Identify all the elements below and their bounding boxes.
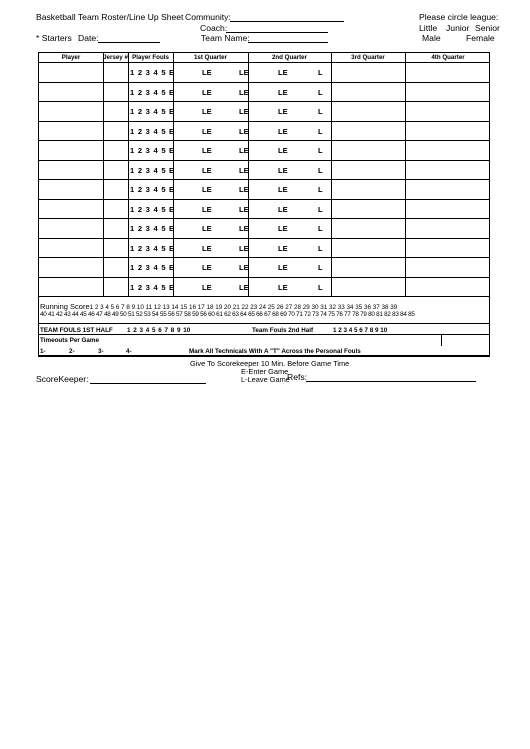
q1-le-marker-2: LE [239, 185, 249, 194]
player-fouls[interactable]: 1 2 3 4 5 [130, 282, 166, 292]
enter-game-legend: E-Enter Game [241, 367, 289, 376]
q1-le-marker: LE [202, 224, 212, 233]
q2-l-marker: L [318, 87, 323, 97]
q2-le-marker: LE [278, 224, 288, 233]
column-header-player: Player [61, 54, 81, 61]
player-fouls[interactable]: 1 2 3 4 5 [130, 263, 166, 272]
player-fouls[interactable]: 1 2 3 4 5 [130, 107, 166, 116]
enter-marker: E [169, 126, 175, 136]
league-label: Please circle league: [419, 12, 499, 22]
q1-le-marker-2: LE [239, 243, 249, 253]
q1-le-marker: LE [202, 165, 212, 175]
timeout-slot-4[interactable]: 4- [126, 348, 132, 355]
gender-option-female[interactable]: Female [466, 33, 495, 43]
player-name-cell[interactable] [40, 83, 102, 101]
give-to-scorekeeper-note: Give To Scorekeeper 10 Min. Before Game Time [190, 359, 350, 368]
coach-label: Coach: [200, 23, 228, 33]
q1-le-marker-2: LE [239, 165, 249, 175]
page-title: Basketball Team Roster/Line Up Sheet [36, 12, 184, 22]
enter-marker: E [169, 282, 175, 292]
enter-marker: E [169, 87, 175, 97]
date-field[interactable] [98, 34, 160, 43]
q2-l-marker: L [318, 165, 323, 175]
player-fouls[interactable]: 1 2 3 4 5 [130, 146, 166, 155]
jersey-number-cell[interactable] [104, 239, 127, 257]
jersey-number-cell[interactable] [104, 102, 127, 120]
q1-le-marker-2: LE [239, 126, 249, 136]
refs-label: Refs: [287, 372, 308, 382]
timeouts-divider [441, 334, 442, 346]
running-score-label: Running Score [40, 302, 90, 311]
player-name-cell[interactable] [40, 141, 102, 159]
q2-le-marker: LE [278, 87, 288, 97]
q1-le-marker: LE [202, 146, 212, 155]
running-score-line2[interactable]: 40 41 42 43 44 45 46 47 48 49 50 51 52 53 54 55 56 57 58 59 56 60 61 62 63 64 65 66 67 68 69 70 71 72 73 74 75 76 77 78 79 80 81 82 83 84 85 [40, 311, 415, 318]
q2-l-marker: L [318, 263, 323, 272]
section-divider [39, 334, 489, 335]
team-fouls-2nd-half-numbers[interactable]: 1 2 3 4 5 6 7 8 9 10 [333, 327, 388, 334]
team-fouls-1st-half-label: TEAM FOULS 1ST HALF [40, 327, 113, 334]
column-divider [128, 53, 129, 296]
q2-l-marker: L [318, 185, 323, 194]
q1-le-marker-2: LE [239, 87, 249, 97]
q2-le-marker: LE [278, 107, 288, 116]
q2-l-marker: L [318, 146, 323, 155]
q1-le-marker-2: LE [239, 282, 249, 292]
enter-marker: E [169, 243, 175, 253]
enter-marker: E [169, 146, 175, 155]
enter-marker: E [169, 263, 175, 272]
q2-le-marker: LE [278, 263, 288, 272]
jersey-number-cell[interactable] [104, 122, 127, 140]
player-name-cell[interactable] [40, 278, 102, 296]
jersey-number-cell[interactable] [104, 200, 127, 218]
row-divider [39, 296, 489, 297]
column-header-player-fouls: Player Fouls [132, 54, 169, 61]
gender-option-male[interactable]: Male [422, 33, 441, 43]
q2-le-marker: LE [278, 68, 288, 77]
league-option-junior[interactable]: Junior [446, 23, 470, 33]
q2-l-marker: L [318, 126, 323, 136]
player-fouls[interactable]: 1 2 3 4 5 [130, 204, 166, 214]
player-name-cell[interactable] [40, 63, 102, 81]
running-score [40, 302, 397, 311]
jersey-number-cell[interactable] [104, 83, 127, 101]
q2-le-marker: LE [278, 126, 288, 136]
jersey-number-cell[interactable] [104, 141, 127, 159]
team-name-field[interactable] [248, 34, 328, 43]
q1-le-marker-2: LE [239, 204, 249, 214]
q1-le-marker-2: LE [239, 263, 249, 272]
q1-le-marker-2: LE [239, 224, 249, 233]
team-name-label: Team Name: [201, 33, 250, 43]
scorekeeper-label: ScoreKeeper: [36, 374, 89, 384]
q2-le-marker: LE [278, 165, 288, 175]
q2-le-marker: LE [278, 243, 288, 253]
player-name-cell[interactable] [40, 258, 102, 276]
team-fouls-2nd-half-label: Team Fouls 2nd Half [252, 327, 314, 334]
league-option-senior[interactable]: Senior [475, 23, 500, 33]
q1-le-marker: LE [202, 185, 212, 194]
column-header-4th-quarter: 4th Quarter [431, 54, 465, 61]
player-fouls[interactable]: 1 2 3 4 5 [130, 243, 166, 253]
timeout-slot-1[interactable]: 1- [40, 348, 46, 355]
refs-field[interactable] [306, 373, 476, 382]
q1-le-marker: LE [202, 282, 212, 292]
q1-le-marker: LE [202, 263, 212, 272]
date-label: Date: [78, 33, 99, 43]
column-header-jersey: Jersey # [103, 54, 128, 61]
column-header-3rd-quarter: 3rd Quarter [351, 54, 385, 61]
enter-marker: E [169, 224, 175, 233]
starters-label: * Starters [36, 33, 72, 43]
roster-table [38, 52, 490, 357]
q1-le-marker-2: LE [239, 107, 249, 116]
community-label: Community: [185, 12, 231, 22]
league-option-little[interactable]: Little [419, 23, 438, 33]
q1-le-marker-2: LE [239, 146, 249, 155]
enter-marker: E [169, 185, 175, 194]
enter-marker: E [169, 165, 175, 175]
player-fouls[interactable]: 1 2 3 4 5 [130, 165, 166, 175]
timeout-slot-3[interactable]: 3- [98, 348, 104, 355]
running-score-line1[interactable]: 1 2 3 4 5 6 7 8 9 10 11 12 13 14 15 16 17 18 19 20 21 22 23 24 25 26 27 28 29 30 31 32 33 34 35 36 37 38 39 [89, 304, 398, 311]
enter-marker: E [169, 204, 175, 214]
enter-marker: E [169, 107, 175, 116]
q2-l-marker: L [318, 243, 323, 253]
jersey-number-cell[interactable] [104, 161, 127, 179]
column-header-1st-quarter: 1st Quarter [193, 54, 227, 61]
jersey-number-cell[interactable] [104, 258, 127, 276]
q1-le-marker-2: LE [239, 68, 249, 77]
q2-le-marker: LE [278, 282, 288, 292]
q1-le-marker: LE [202, 68, 212, 77]
section-divider [39, 355, 489, 356]
jersey-number-cell[interactable] [104, 278, 127, 296]
player-name-cell[interactable] [40, 122, 102, 140]
jersey-number-cell[interactable] [104, 219, 127, 237]
enter-marker: E [169, 68, 175, 77]
community-field[interactable] [230, 13, 344, 22]
player-fouls[interactable]: 1 2 3 4 5 [130, 126, 166, 136]
column-header-2nd-quarter: 2nd Quarter [271, 54, 308, 61]
q1-le-marker: LE [202, 204, 212, 214]
q1-le-marker: LE [202, 107, 212, 116]
q1-le-marker: LE [202, 243, 212, 253]
scorekeeper-field[interactable] [90, 375, 206, 384]
leave-game-legend: L-Leave Game [241, 375, 290, 384]
q2-l-marker: L [318, 224, 323, 233]
q2-l-marker: L [318, 282, 323, 292]
q2-l-marker: L [318, 68, 323, 77]
player-fouls[interactable]: 1 2 3 4 5 [130, 185, 166, 194]
timeouts-label: Timeouts Per Game [40, 337, 100, 344]
column-divider [331, 53, 332, 296]
q2-le-marker: LE [278, 185, 288, 194]
player-fouls[interactable]: 1 2 3 4 5 [130, 87, 166, 97]
q2-le-marker: LE [278, 146, 288, 155]
player-fouls[interactable]: 1 2 3 4 5 [130, 224, 166, 233]
column-divider [405, 53, 406, 296]
player-name-cell[interactable] [40, 239, 102, 257]
q1-le-marker: LE [202, 87, 212, 97]
player-name-cell[interactable] [40, 161, 102, 179]
player-name-cell[interactable] [40, 200, 102, 218]
coach-field[interactable] [226, 24, 328, 33]
player-name-cell[interactable] [40, 180, 102, 198]
timeout-slot-2[interactable]: 2- [69, 348, 75, 355]
q2-le-marker: LE [278, 204, 288, 214]
q1-le-marker: LE [202, 126, 212, 136]
jersey-number-cell[interactable] [104, 180, 127, 198]
team-fouls-1st-half-numbers[interactable]: 1 2 3 4 5 6 7 8 9 10 [127, 327, 191, 334]
player-name-cell[interactable] [40, 219, 102, 237]
jersey-number-cell[interactable] [104, 63, 127, 81]
section-divider [39, 323, 489, 324]
q2-l-marker: L [318, 107, 323, 116]
technicals-note: Mark All Technicals With A "T" Across the Personal Fouls [189, 348, 361, 355]
player-name-cell[interactable] [40, 102, 102, 120]
player-fouls[interactable]: 1 2 3 4 5 [130, 68, 166, 77]
q2-l-marker: L [318, 204, 323, 214]
